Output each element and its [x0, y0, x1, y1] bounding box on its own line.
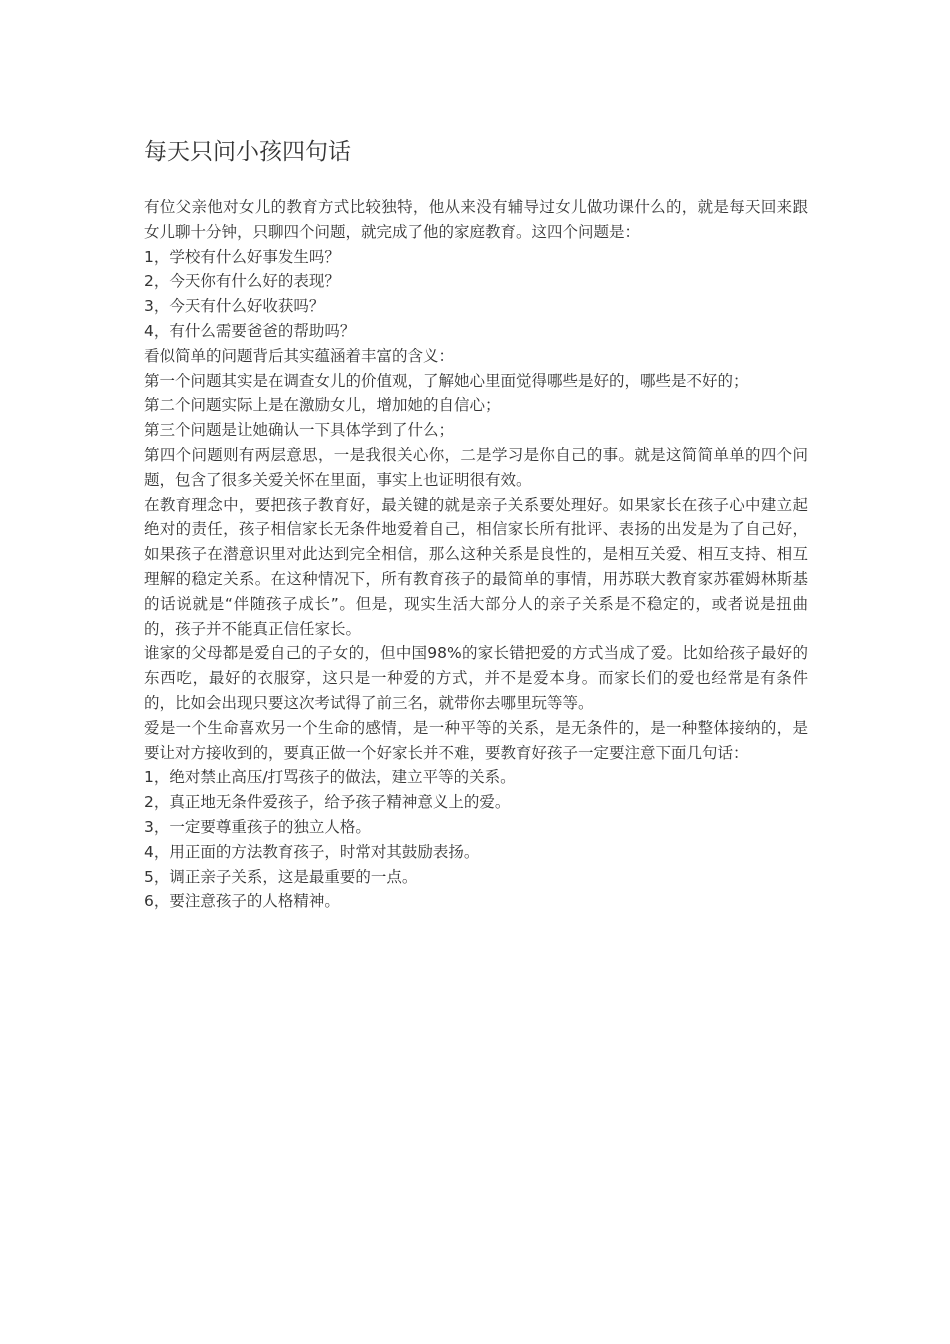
document-body [144, 195, 808, 914]
question-item-4: 4，有什么需要爸爸的帮助吗？ [144, 321, 356, 340]
meaning-item-1: 第一个问题其实是在调查女儿的价值观，了解她心里面觉得哪些是好的，哪些是不好的； [144, 371, 749, 390]
paragraph-love-method: 谁家的父母都是爱自己的子女的，但中国98%的家长错把爱的方式当成了爱。比如给孩子最好的东西吃，最好的衣服穿，这只是一种爱的方式，并不是爱本身。而家长们的爱也经常是有条件的，比如会出现只要这次考试得了前三名，就带你去哪里玩等等。 [144, 644, 808, 712]
meaning-item-3: 第三个问题是让她确认一下具体学到了什么； [144, 421, 455, 440]
advice-item-6: 6，要注意孩子的人格精神。 [144, 892, 340, 911]
advice-item-5: 5，调正亲子关系，这是最重要的一点。 [144, 867, 418, 886]
advice-item-3: 3，一定要尊重孩子的独立人格。 [144, 817, 371, 836]
advice-item-2: 2，真正地无条件爱孩子，给予孩子精神意义上的爱。 [144, 793, 511, 812]
paragraph-parent-child-relationship: 在教育理念中，要把孩子教育好，最关键的就是亲子关系要处理好。如果家长在孩子心中建立起绝对的责任，孩子相信家长无条件地爱着自己，相信家长所有批评、表扬的出发是为了自己好，如果孩子在潜意识里对此达到完全相信，那么这种关系是良性的，是相互关爱、相互支持、相互理解的稳定关系。在这种情况下，所有教育孩子的最简单的事情，用苏联大教育家苏霍姆林斯基的话说就是“伴随孩子成长”。但是，现实生活大部分人的亲子关系是不稳定的，或者说是扭曲的，孩子并不能真正信任家长。 [144, 495, 808, 638]
paragraph-intro: 有位父亲他对女儿的教育方式比较独特，他从来没有辅导过女儿做功课什么的，就是每天回来跟女儿聊十分钟，只聊四个问题，就完成了他的家庭教育。这四个问题是： [144, 198, 808, 241]
meaning-item-2: 第二个问题实际上是在激励女儿，增加她的自信心； [144, 396, 501, 415]
paragraph-meaning-intro: 看似简单的问题背后其实蕴涵着丰富的含义： [144, 346, 455, 365]
advice-item-1: 1，绝对禁止高压/打骂孩子的做法，建立平等的关系。 [144, 768, 516, 787]
document-title: 每天只问小孩四句话 [144, 139, 351, 165]
meaning-item-4: 第四个问题则有两层意思，一是我很关心你，二是学习是你自己的事。就是这简简单单的四个问题，包含了很多关爱关怀在里面，事实上也证明很有效。 [144, 445, 808, 489]
paragraph-love-definition: 爱是一个生命喜欢另一个生命的感情，是一种平等的关系，是无条件的，是一种整体接纳的，是要让对方接收到的，要真正做一个好家长并不难，要教育好孩子一定要注意下面几句话： [144, 718, 808, 762]
advice-item-4: 4，用正面的方法教育孩子，时常对其鼓励表扬。 [144, 842, 480, 861]
question-item-1: 1，学校有什么好事发生吗？ [144, 247, 340, 266]
question-item-3: 3，今天有什么好收获吗？ [144, 297, 325, 316]
question-item-2: 2，今天你有什么好的表现？ [144, 272, 340, 291]
